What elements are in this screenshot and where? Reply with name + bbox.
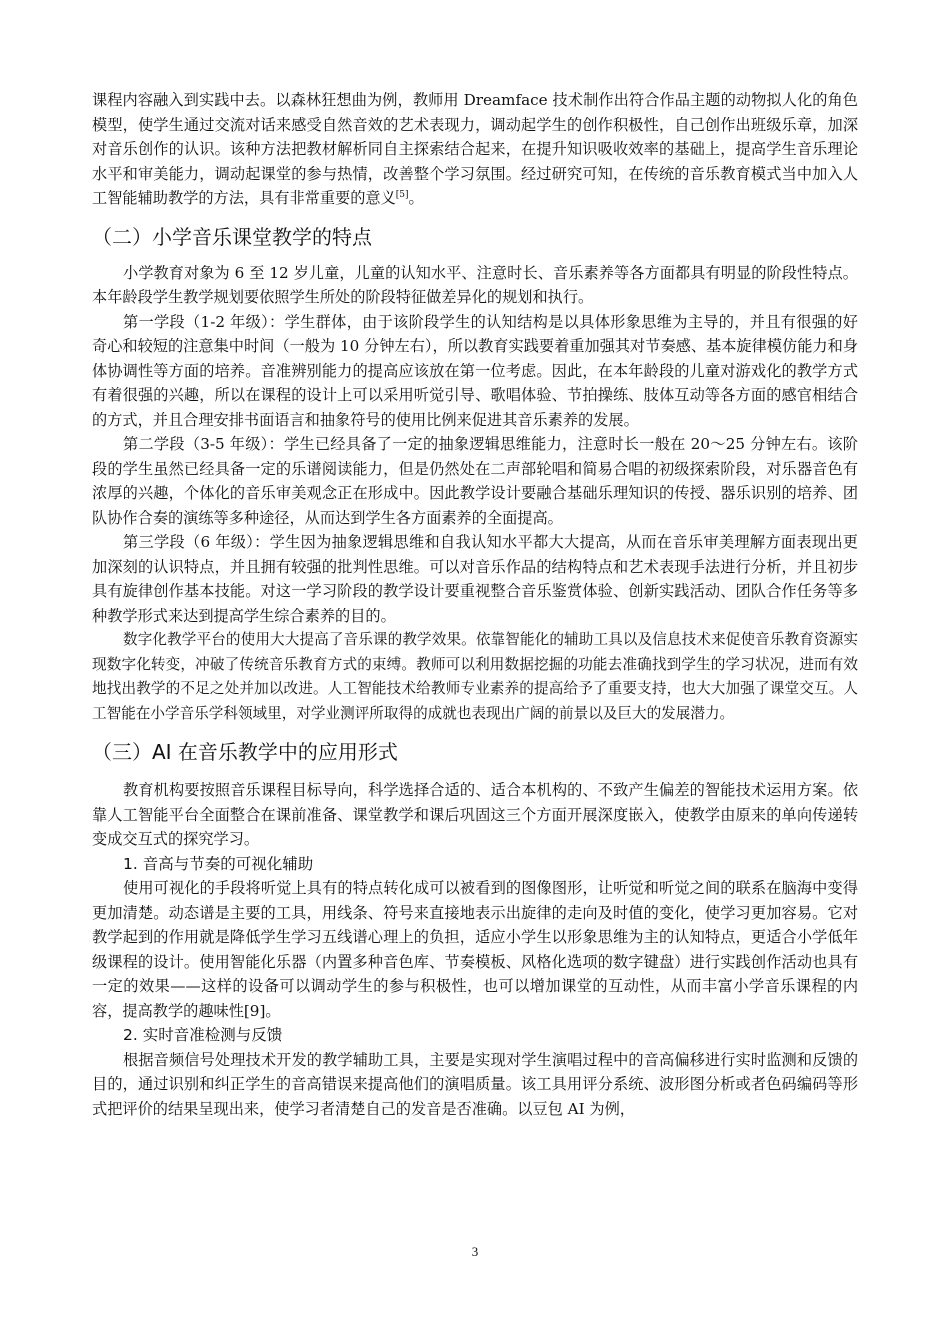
- citation-ref: [5]: [395, 189, 409, 200]
- intro-text: 课程内容融入到实践中去。以森林狂想曲为例，教师用 Dreamface 技术制作出符合作品主题的动物拟人化的角色模型，使学生通过交流对话来感受自然音效的艺术表现力，调动起学生的创作积极性，自己创作出班级乐章，加深对音乐创作的认识。该种方法把教材解析同自主探索结合起来，在提升知识吸收效率的基础上，提高学生音乐理论水平和审美能力，调动起课堂的参与热情，改善整个学习氛围。经过研究可知，在传统的音乐教育模式当中加入人工智能辅助教学的方法，具有非常重要的意义: [92, 91, 858, 207]
- subsection2-paragraph: 根据音频信号处理技术开发的教学辅助工具，主要是实现对学生演唱过程中的音高偏移进行实时监测和反馈的目的，通过识别和纠正学生的音高错误来提高他们的演唱质量。该工具用评分系统、波形图分析或者色码编码等形式把评价的结果呈现出来，使学习者清楚自己的发音是否准确。以豆包 AI 为例，: [92, 1050, 858, 1118]
- page-body: [92, 88, 858, 1121]
- section2-paragraph-1: 小学教育对象为 6 至 12 岁儿童，儿童的认知水平、注意时长、音乐素养等各方面都具有明显的阶段性特点。本年龄段学生教学规划要依照学生所处的阶段特征做差异化的规划和执行。: [92, 263, 858, 306]
- section2-paragraph-4: 第三学段（6 年级）：学生因为抽象逻辑思维和自我认知水平都大大提高，从而在音乐审美理解方面表现出更加深刻的认识特点，并且拥有较强的批判性思维。可以对音乐作品的结构特点和艺术表现手法进行分析，并且初步具有旋律创作基本技能。对这一学习阶段的教学设计要重视整合音乐鉴赏体验、创新实践活动、团队合作任务等多种教学形式来达到提高学生综合素养的目的。: [92, 533, 858, 625]
- section2-paragraph-5: 数字化教学平台的使用大大提高了音乐课的教学效果。依靠智能化的辅助工具以及信息技术来促使音乐教育资源实现数字化转变，冲破了传统音乐教育方式的束缚。教师可以利用数据挖掘的功能去准确找到学生的学习状况，进而有效地找出教学的不足之处并加以改进。人工智能技术给教师专业素养的提高给予了重要支持，也大大加强了课堂交互。人工智能在小学音乐学科领域里，对学业测评所取得的成就也表现出广阔的前景以及巨大的发展潜力。: [92, 631, 858, 722]
- section-heading-3: （三）AI 在音乐教学中的应用形式: [92, 740, 398, 764]
- section3-paragraph-1: 教育机构要按照音乐课程目标导向，科学选择合适的、适合本机构的、不致产生偏差的智能技术运用方案。依靠人工智能平台全面整合在课前准备、课堂教学和课后巩固这三个方面开展深度嵌入，使教学由原来的单向传递转变成交互式的探究学习。: [92, 781, 858, 848]
- page-number: 3: [471, 1244, 479, 1259]
- section2-paragraph-2: 第一学段（1-2 年级）：学生群体，由于该阶段学生的认知结构是以具体形象思维为主导的，并且有很强的好奇心和较短的注意集中时间（一般为 10 分钟左右），所以教育实践要着重加强其对节奏感、基本旋律模仿能力和身体协调性等方面的培养。音准辨别能力的提高应该放在第一位考虑。因此，在本年龄段的儿童对游戏化的教学方式有着很强的兴趣，所以在课程的设计上可以采用听觉引导、歌唱体验、节拍操练、肢体互动等各方面的感官相结合的方式，并且合理安排书面语言和抽象符号的使用比例来促进其音乐素养的发展。: [92, 312, 858, 429]
- section-heading-2: （二）小学音乐课堂教学的特点: [92, 224, 372, 249]
- subheading-2: 2. 实时音准检测与反馈: [123, 1026, 283, 1044]
- intro-paragraph: [92, 88, 858, 211]
- section2-paragraph-3: 第二学段（3-5 年级）：学生已经具备了一定的抽象逻辑思维能力，注意时长一般在 20～25 分钟左右。该阶段的学生虽然已经具备一定的乐谱阅读能力，但是仍然处在二声部轮唱和简易合唱的初级探索阶段，对乐器音色有浓厚的兴趣，个体化的音乐审美观念正在形成中。因此教学设计要融合基础乐理知识的传授、器乐识别的培养、团队协作合奏的演练等多种途径，从而达到学生各方面素养的全面提高。: [92, 435, 858, 527]
- subheading-1: 1. 音高与节奏的可视化辅助: [123, 854, 314, 873]
- intro-end: 。: [408, 189, 424, 207]
- subsection1-paragraph: 使用可视化的手段将听觉上具有的特点转化成可以被看到的图像图形，让听觉和听觉之间的联系在脑海中变得更加清楚。动态谱是主要的工具，用线条、符号来直接地表示出旋律的走向及时值的变化，使学习更加容易。它对教学起到的作用就是降低学生学习五线谱心理上的负担，适应小学生以形象思维为主的认知特点，更适合小学低年级课程的设计。使用智能化乐器（内置多种音色库、节奏模板、风格化选项的数字键盘）进行实践创作活动也具有一定的效果——这样的设备可以调动学生的参与积极性，也可以增加课堂的互动性，从而丰富小学音乐课程的内容，提高教学的趣味性[9]。: [92, 879, 858, 1020]
